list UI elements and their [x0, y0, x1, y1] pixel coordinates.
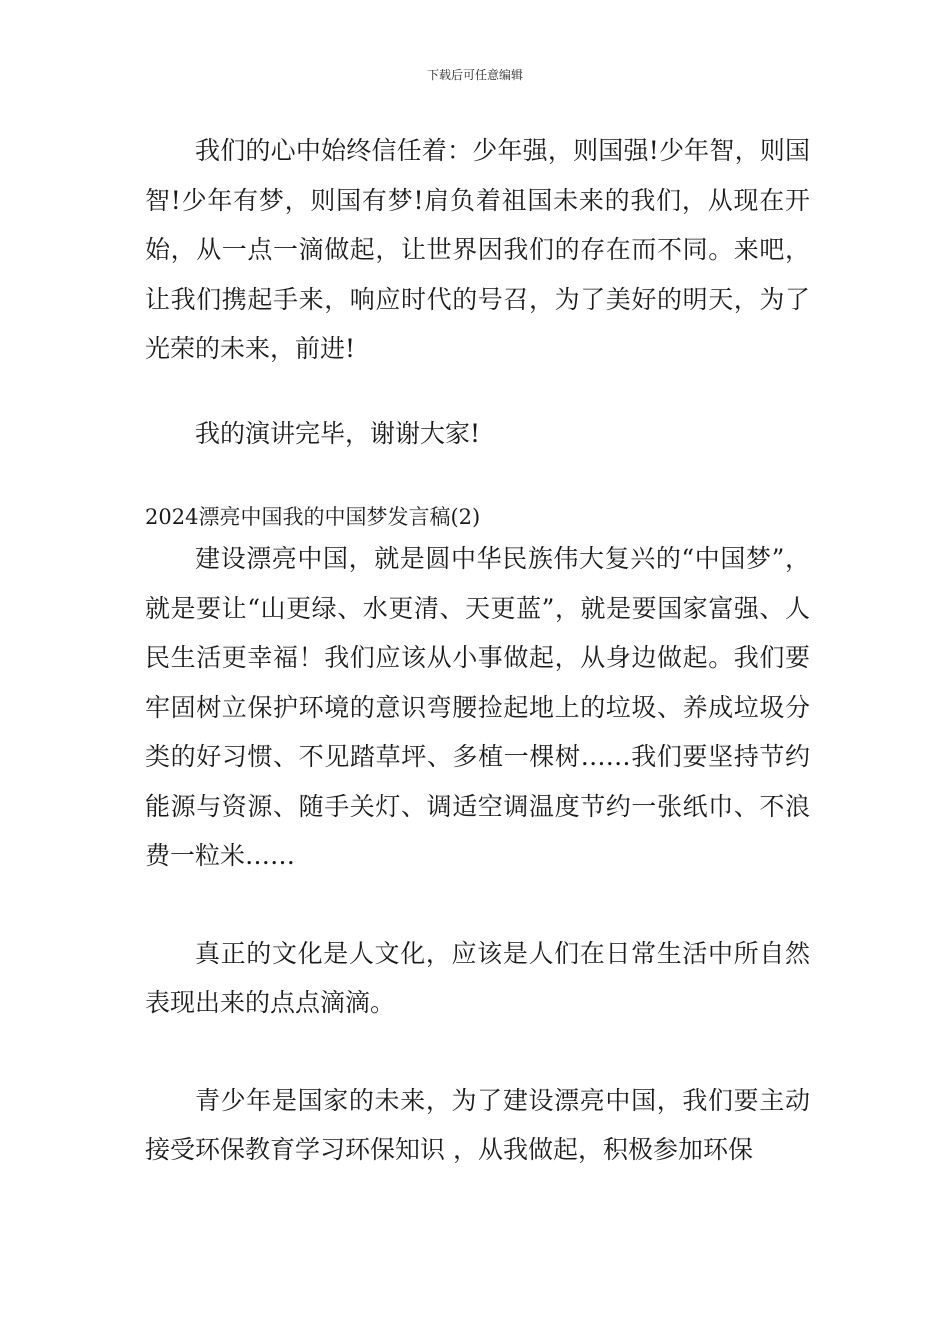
paragraph-youth-strong: 我们的心中始终信任着：少年强，则国强!少年智，则国智!少年有梦，则国有梦!肩负着祖国未来的我们，从现在开始，从一点一滴做起，让世界因我们的存在而不同。来吧，让我们携起手来，响应时代的号召，为了美好的明天，为了光荣的未来，前进! [145, 136, 810, 363]
document-body [145, 126, 810, 1175]
page-header-note: 下载后可任意编辑 [426, 68, 523, 82]
paragraph-youth-future: 青少年是国家的未来，为了建设漂亮中国，我们要主动接受环保教育学习环保知识 ，从我做起，积极参加环保 [145, 1085, 810, 1164]
paragraph-true-culture: 真正的文化是人文化，应该是人们在日常生活中所自然表现出来的点点滴滴。 [145, 938, 810, 1017]
section-title: 2024漂亮中国我的中国梦发言稿(2) [145, 505, 481, 529]
paragraph-speech-end: 我的演讲完毕，谢谢大家! [195, 418, 481, 448]
paragraph-beautiful-china: 建设漂亮中国，就是圆中华民族伟大复兴的“中国梦”，就是要让“山更绿、水更清、天更蓝”，就是要国家富强、人民生活更幸福！我们应该从小事做起，从身边做起。我们要牢固树立保护环境的意识弯腰捡起地上的垃圾、养成垃圾分类的好习惯、不见踏草坪、多植一棵树……我们要坚持节约能源与资源、随手关灯、调适空调温度节约一张纸巾、不浪费一粒米…… [145, 544, 810, 870]
